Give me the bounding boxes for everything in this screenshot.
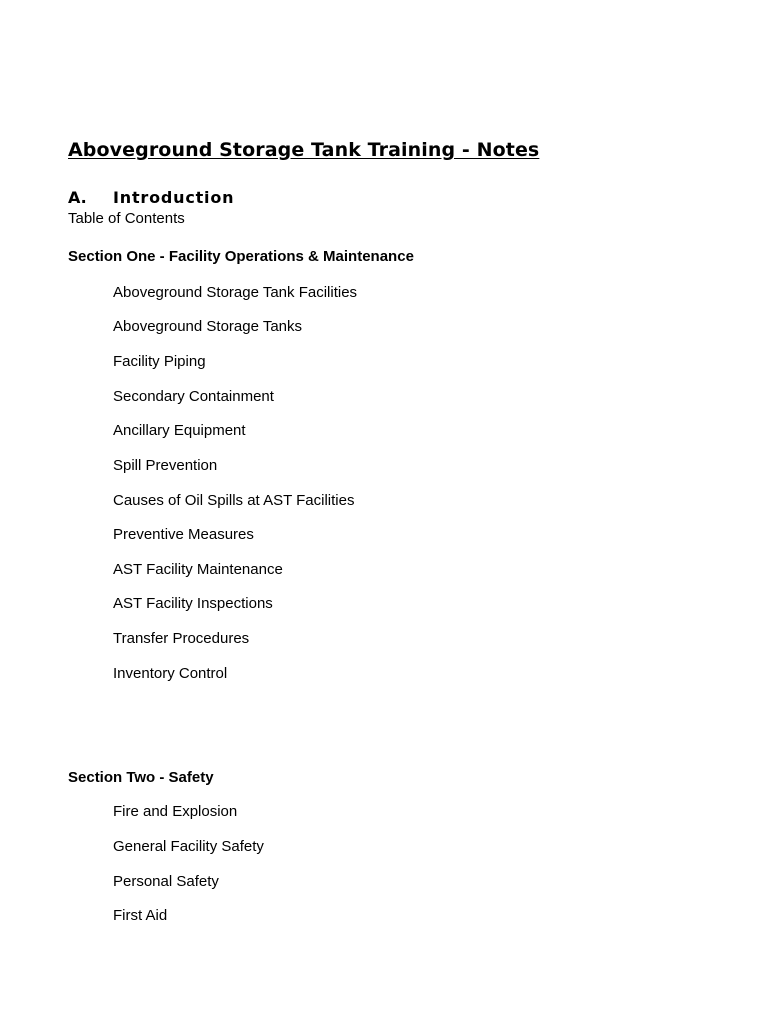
toc-item: Spill Prevention bbox=[113, 457, 218, 474]
toc-item: First Aid bbox=[113, 907, 168, 924]
section-two-heading: Section Two - Safety bbox=[68, 769, 214, 786]
toc-item: General Facility Safety bbox=[113, 838, 264, 855]
section-a-heading bbox=[68, 188, 234, 207]
toc-item: Preventive Measures bbox=[113, 526, 254, 543]
toc-item: AST Facility Maintenance bbox=[113, 561, 283, 578]
toc-item: Facility Piping bbox=[113, 353, 206, 370]
document-title: Aboveground Storage Tank Training - Notes bbox=[68, 139, 540, 161]
section-one-heading: Section One - Facility Operations & Maintenance bbox=[68, 248, 414, 265]
toc-item: Personal Safety bbox=[113, 873, 219, 890]
section-a-letter: A. bbox=[68, 188, 87, 207]
toc-item: Transfer Procedures bbox=[113, 630, 250, 647]
toc-item: Aboveground Storage Tank Facilities bbox=[113, 284, 358, 301]
toc-item: Aboveground Storage Tanks bbox=[113, 318, 303, 335]
table-of-contents-label: Table of Contents bbox=[68, 210, 185, 227]
toc-item: Ancillary Equipment bbox=[113, 422, 246, 439]
toc-item: AST Facility Inspections bbox=[113, 595, 273, 612]
toc-item: Inventory Control bbox=[113, 665, 228, 682]
section-a-title: Introduction bbox=[113, 188, 235, 207]
toc-item: Fire and Explosion bbox=[113, 803, 238, 820]
toc-item: Causes of Oil Spills at AST Facilities bbox=[113, 492, 355, 509]
toc-item: Secondary Containment bbox=[113, 388, 274, 405]
